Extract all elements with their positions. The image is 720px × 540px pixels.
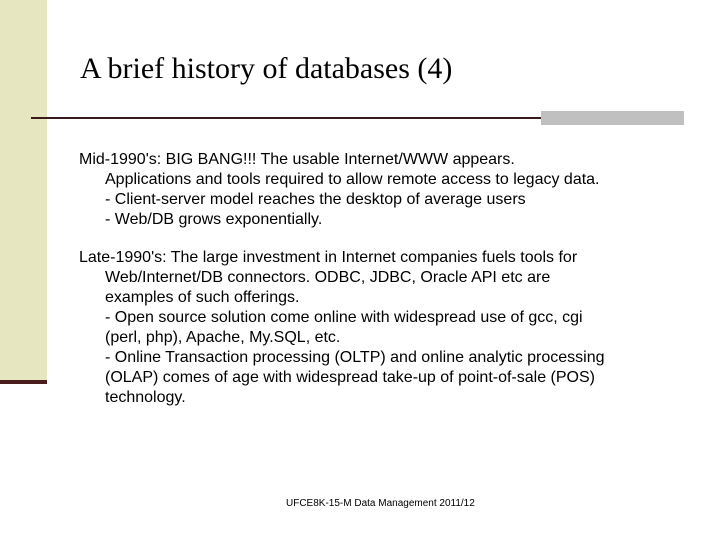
bullet-first-text: : The large investment in Internet companies fuels tools for [162, 249, 578, 266]
bullet-line: - Online Transaction processing (OLTP) and online analytic processing [105, 349, 605, 366]
title-divider-block [541, 111, 684, 125]
bullet-mid-1990s [79, 150, 689, 230]
bullet-line: Web/Internet/DB connectors. ODBC, JDBC, Oracle API etc are [105, 269, 551, 286]
bullet-line: - Client-server model reaches the desktop of average users [105, 191, 526, 208]
slide-title: A brief history of databases (4) [80, 52, 453, 85]
bullet-first-line [79, 150, 689, 170]
title-divider-line [31, 117, 541, 119]
bullet-first-line [79, 248, 689, 268]
bullet-late-1990s [79, 248, 689, 408]
bullet-line: Applications and tools required to allow remote access to legacy data. [105, 171, 600, 188]
bullet-line: (perl, php), Apache, My.SQL, etc. [105, 329, 341, 346]
bullet-line: (OLAP) comes of age with widespread take-up of point-of-sale (POS) [105, 369, 595, 386]
left-accent-bar [0, 0, 47, 383]
bullet-line: technology. [105, 389, 186, 406]
bullet-lead: Late-1990's [79, 249, 163, 266]
bullet-line: examples of such offerings. [105, 289, 300, 306]
left-accent-underline [0, 380, 47, 384]
slide-body [79, 150, 689, 426]
bullet-first-text: : BIG BANG!!! The usable Internet/WWW appears. [156, 151, 515, 168]
bullet-lead: Mid-1990's [79, 151, 157, 168]
slide-footer: UFCE8K-15-M Data Management 2011/12 [286, 498, 475, 509]
bullet-line: - Web/DB grows exponentially. [105, 211, 323, 228]
bullet-line: - Open source solution come online with widespread use of gcc, cgi [105, 309, 583, 326]
